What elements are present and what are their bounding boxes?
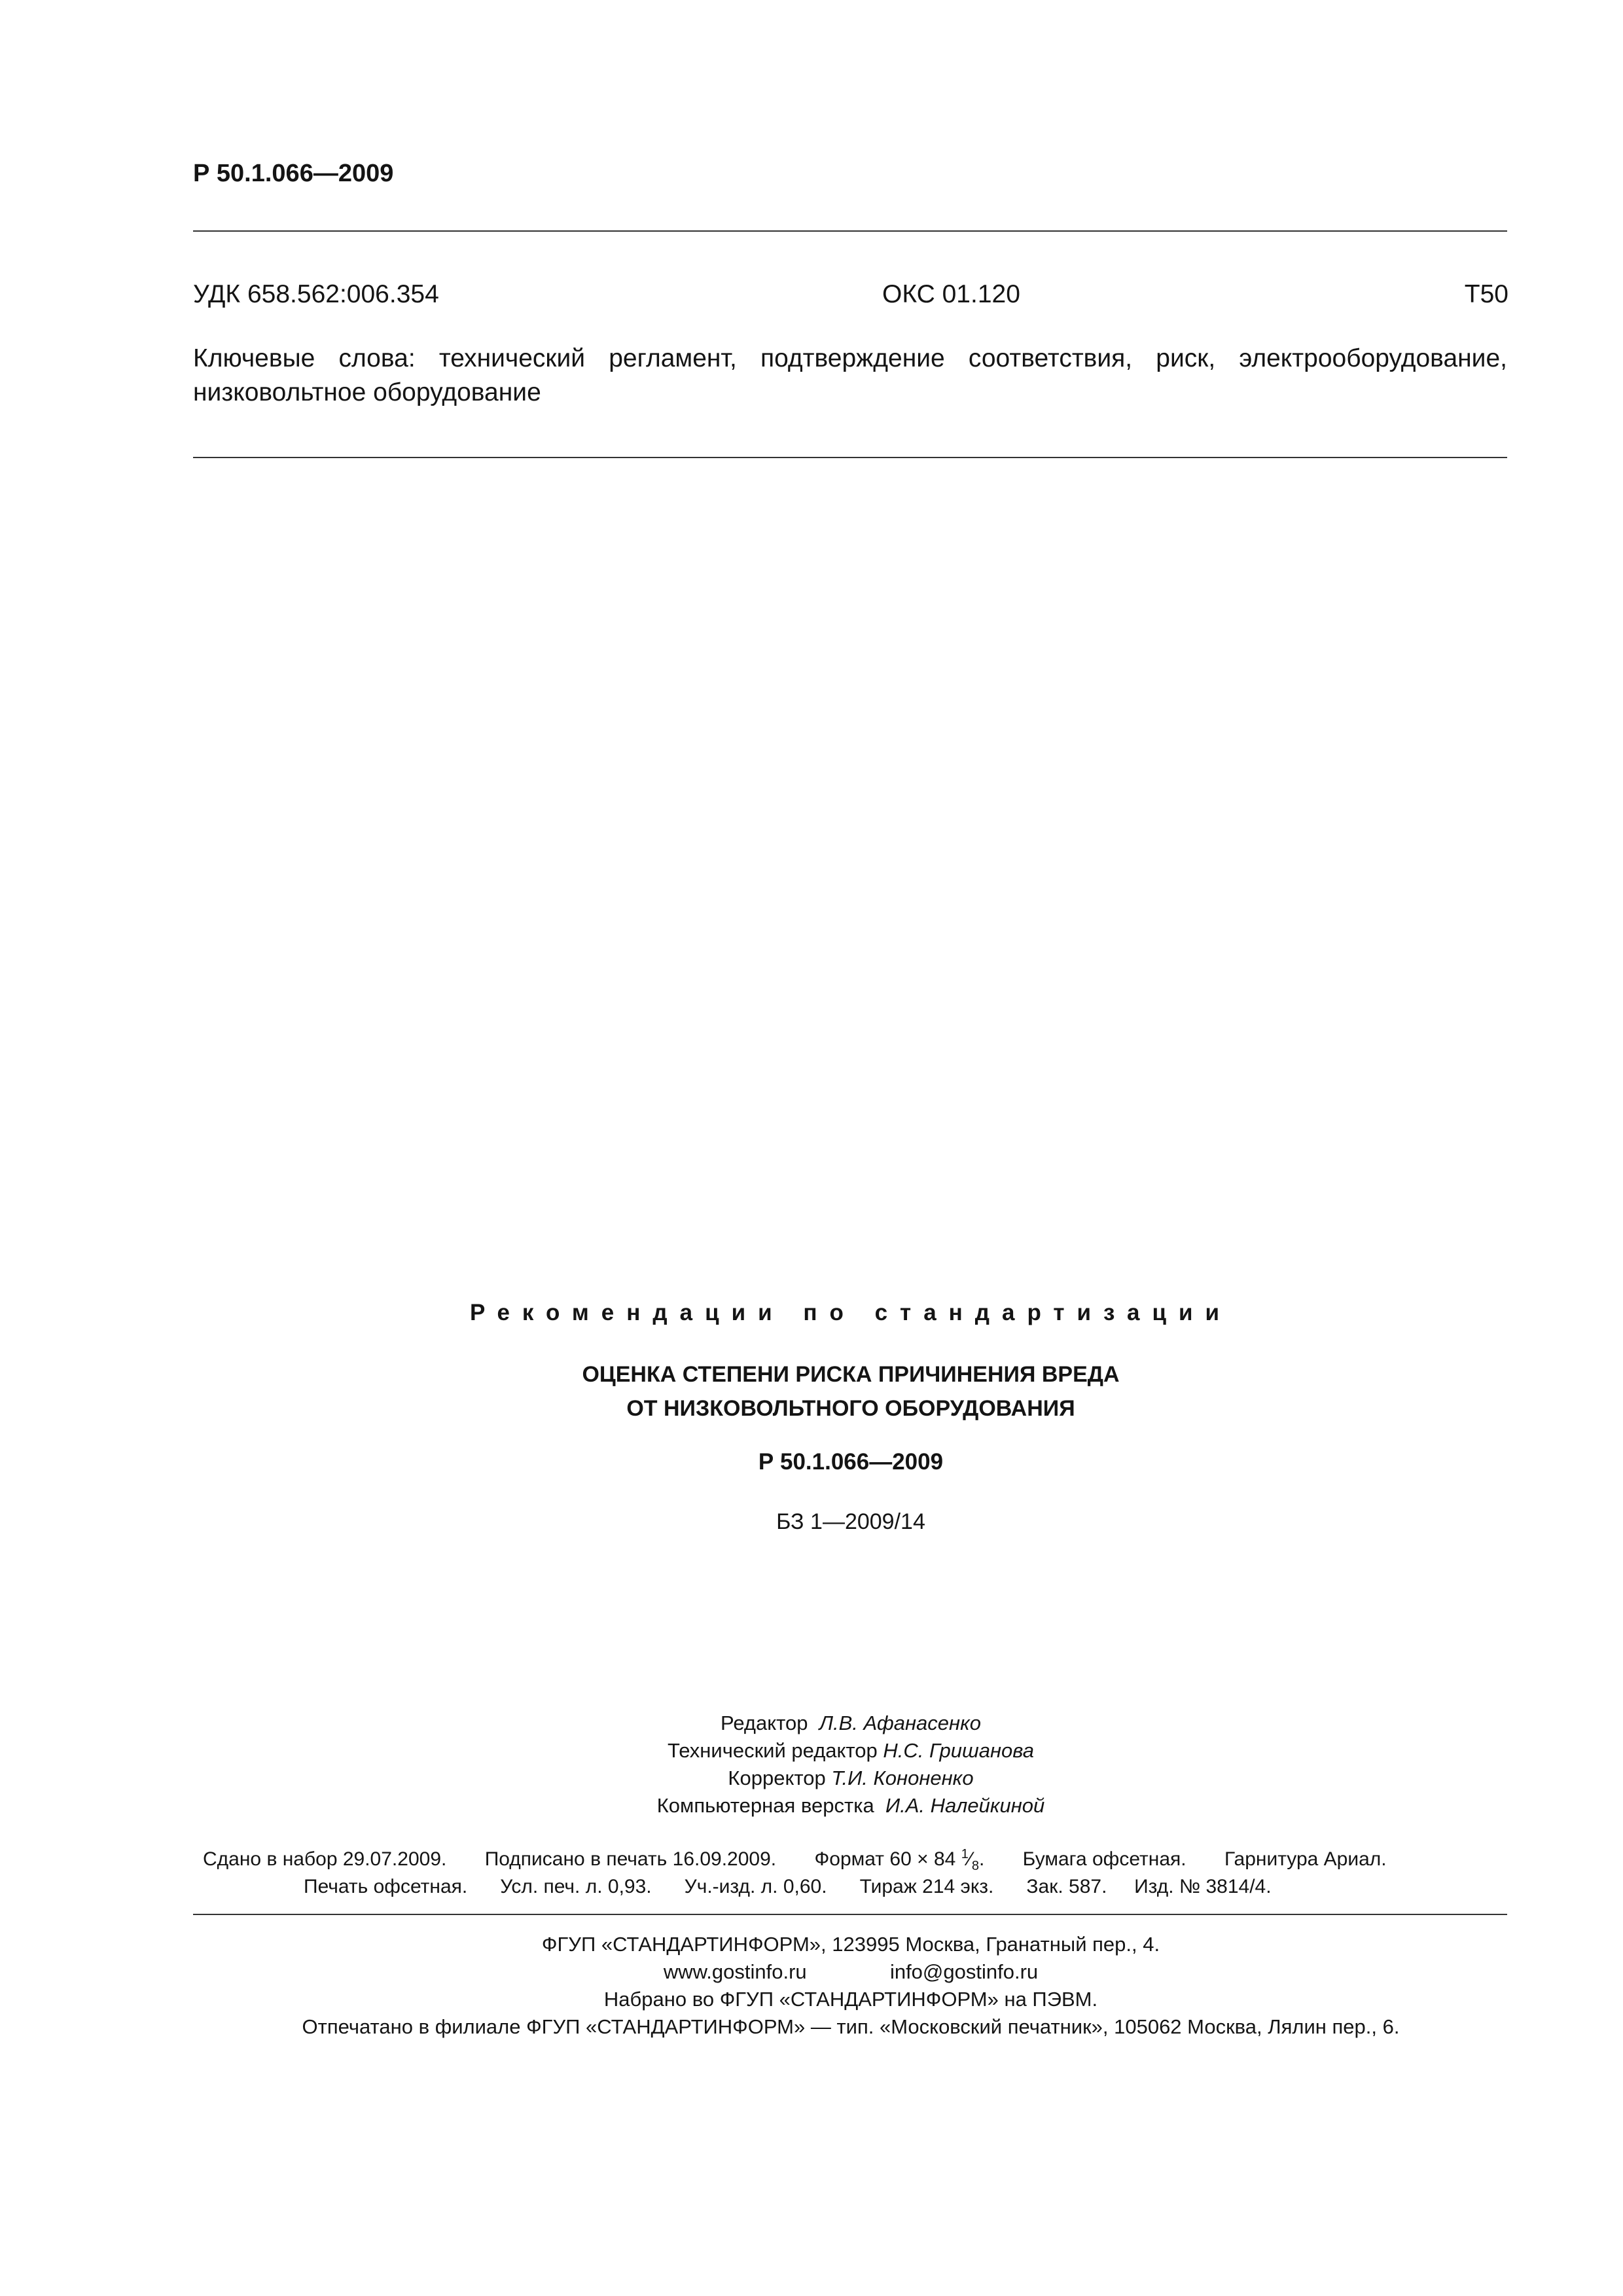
udk-code: УДК 658.562:006.354: [193, 280, 439, 308]
header-divider: [193, 230, 1507, 232]
typeset-note: Набрано во ФГУП «СТАНДАРТИНФОРМ» на ПЭВМ.: [603, 1988, 1098, 2011]
bz-number: БЗ 1—2009/14: [776, 1509, 925, 1534]
publisher-info: [0, 1931, 1623, 2041]
keywords-line-1: Ключевые слова: технический регламент, подтверждение соответствия, риск, электрооборудование,: [193, 344, 1507, 372]
series-label: Рекомендации по стандартизации: [469, 1300, 1232, 1325]
group-code: Т50: [1464, 280, 1508, 308]
imprint-line-2: Печать офсетная. Усл. печ. л. 0,93. Уч.-изд. л. 0,60. Тираж 214 экз. Зак. 587. Изд. № 3814/4.: [304, 1876, 1272, 1897]
document-title-line-1: ОЦЕНКА СТЕПЕНИ РИСКА ПРИЧИНЕНИЯ ВРЕДА: [582, 1362, 1120, 1387]
document-title: [0, 1357, 1623, 1426]
header-designation: Р 50.1.066—2009: [193, 160, 394, 187]
imprint-line-1: Сдано в набор 29.07.2009. Подписано в печать 16.09.2009. Формат 60 × 84 $^1⁄_8$. Бумага офсетная. Гарнитура Ариал.: [203, 1847, 1387, 1873]
staff-credits: [0, 1710, 1623, 1820]
footer-divider: [193, 1914, 1507, 1915]
oks-code: ОКС 01.120: [882, 280, 1020, 308]
staff-technical-editor: Технический редактор Н.С. Гришанова: [668, 1739, 1034, 1762]
staff-proofreader: Корректор Т.И. Кононенко: [728, 1767, 974, 1789]
publisher-website[interactable]: www.gostinfo.ru: [663, 1960, 807, 1983]
keywords-line-2: низковольтное оборудование: [193, 378, 541, 406]
keywords-divider: [193, 457, 1507, 458]
document-title-line-2: ОТ НИЗКОВОЛЬТНОГО ОБОРУДОВАНИЯ: [626, 1396, 1075, 1421]
publisher-address: ФГУП «СТАНДАРТИНФОРМ», 123995 Москва, Гранатный пер., 4.: [541, 1933, 1160, 1956]
document-designation: Р 50.1.066—2009: [758, 1449, 944, 1475]
publisher-contacts: [0, 1958, 1623, 1986]
format-value: Формат 60 × 84 $^1⁄_8$.: [814, 1847, 985, 1873]
staff-layout: Компьютерная верстка И.А. Налейкиной: [656, 1794, 1045, 1817]
staff-editor: Редактор Л.В. Афанасенко: [721, 1712, 981, 1734]
publisher-email[interactable]: info@gostinfo.ru: [889, 1960, 1039, 1983]
printed-note: Отпечатано в филиале ФГУП «СТАНДАРТИНФОРМ» — тип. «Московский печатник», 105062 Москва, Лялин пер., 6.: [302, 2015, 1400, 2038]
